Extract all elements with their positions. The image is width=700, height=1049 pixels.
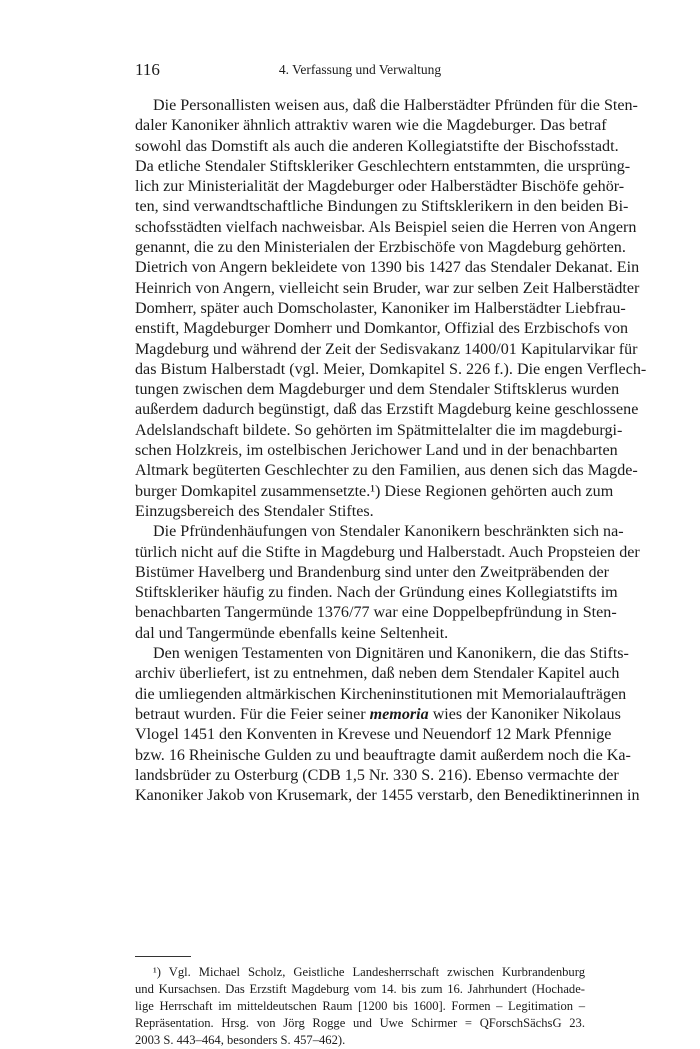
text-line: lich zur Ministerialität der Magdeburger oder Halberstädter Bischöfe gehör- [135, 178, 625, 196]
text-line: burger Domkapitel zusammensetzte.¹) Diese Regionen gehörten auch zum [135, 482, 614, 500]
footnote-line: lige Herrschaft im mitteldeutschen Raum [1200 bis 1600]. Formen – Legitimation – [135, 999, 585, 1013]
running-head: 4. Verfassung und Verwaltung [278, 62, 442, 77]
text-line: genannt, die zu den Ministerialen der Erzbischöfe von Magdeburg gehörten. [135, 239, 626, 257]
text-line-start: betraut wurden. Für die Feier seiner [135, 705, 366, 723]
footnote-line: 2003 S. 443–464, besonders S. 457–462). [135, 1033, 346, 1047]
footnote-line: und Kursachsen. Das Erzstift Magdeburg vom 14. bis zum 16. Jahrhundert (Hochade- [135, 982, 585, 996]
text-line: Die Pfründenhäufungen von Stendaler Kanonikern beschränkten sich na- [153, 523, 624, 541]
text-line: Einzugsbereich des Stendaler Stiftes. [135, 502, 374, 520]
text-line: Da etliche Stendaler Stiftskleriker Geschlechtern entstammten, die ursprüng- [135, 157, 631, 175]
text-line: schofsstädten vielfach nachweisbar. Als Beispiel seien die Herren von Angern [135, 218, 637, 236]
text-line: außerdem dadurch begünstigt, daß das Erzstift Magdeburg keine geschlossene [135, 401, 639, 419]
page-number: 116 [135, 60, 160, 79]
text-line: Adelslandschaft bildete. So gehörten im Spätmittelalter die im magdeburgi- [135, 421, 623, 439]
text-line: türlich nicht auf die Stifte in Magdeburg und Halberstadt. Auch Propsteien der [135, 543, 640, 561]
text-line: schen Holzkreis, im ostelbischen Jerichower Land und in der benachbarten [135, 442, 618, 460]
page-header [135, 60, 585, 84]
memoria-term: memoria [369, 705, 429, 723]
text-line: Stiftskleriker häufig zu finden. Nach der Gründung eines Kollegiatstifts im [135, 584, 618, 602]
text-line: ten, sind verwandtschaftliche Bindungen zu Stiftsklerikern in den beiden Bi- [135, 198, 629, 216]
text-line-with-memoria [135, 705, 621, 725]
text-line: daler Kanoniker ähnlich attraktiv waren wie die Magdeburger. Das betraf [135, 117, 607, 135]
text-line: sowohl das Domstift als auch die anderen Kollegiatstifte der Bischofsstadt. [135, 137, 619, 155]
text-line: bzw. 16 Rheinische Gulden zu und beauftragte damit außerdem noch die Ka- [135, 746, 631, 764]
text-line: Dietrich von Angern bekleidete von 1390 bis 1427 das Stendaler Dekanat. Ein [135, 259, 640, 277]
text-line: tungen zwischen dem Magdeburger und dem Stendaler Stiftsklerus wurden [135, 381, 620, 399]
text-line: Vlogel 1451 den Konventen in Krevese und Neuendorf 12 Mark Pfennige [135, 726, 612, 744]
text-line: Magdeburg und während der Zeit der Sedisvakanz 1400/01 Kapitularvikar für [135, 340, 638, 358]
footnote-divider [135, 956, 191, 957]
text-line: landsbrüder zu Osterburg (CDB 1,5 Nr. 330 S. 216). Ebenso vermachte der [135, 766, 619, 784]
text-line: dal und Tangermünde ebenfalls keine Seltenheit. [135, 624, 449, 642]
text-line: Domherr, später auch Domscholaster, Kanoniker im Halberstädter Liebfrau- [135, 299, 626, 317]
text-line: Die Personallisten weisen aus, daß die Halberstädter Pfründen für die Sten- [153, 97, 638, 114]
footnote-line: Repräsentation. Hrsg. von Jörg Rogge und Uwe Schirmer = QForschSächsG 23. [135, 1016, 585, 1030]
text-line: die umliegenden altmärkischen Kircheninstitutionen mit Memorialaufträgen [135, 685, 627, 703]
body-text [135, 96, 647, 806]
text-line: Bistümer Havelberg und Brandenburg sind unter den Zweitpräbenden der [135, 563, 610, 581]
text-line: benachbarten Tangermünde 1376/77 war eine Doppelbepfründung in Sten- [135, 604, 617, 622]
text-line: enstift, Magdeburger Domherr und Domkantor, Offizial des Erzbischofs von [135, 320, 629, 338]
text-line-end: wies der Kanoniker Nikolaus [432, 705, 621, 723]
text-line: Altmark begüterten Geschlechter zu den Familien, aus denen sich das Magde- [135, 462, 638, 480]
text-line: das Bistum Halberstadt (vgl. Meier, Domkapitel S. 226 f.). Die engen Verflech- [135, 360, 647, 378]
text-line: Kanoniker Jakob von Krusemark, der 1455 verstarb, den Benediktinerinnen in [135, 787, 640, 805]
text-line: archiv überliefert, ist zu entnehmen, daß neben dem Stendaler Kapitel auch [135, 665, 620, 683]
text-line: Den wenigen Testamenten von Dignitären und Kanonikern, die das Stifts- [153, 645, 629, 663]
footnote [135, 964, 585, 1049]
footnote-line: ¹) Vgl. Michael Scholz, Geistliche Landesherrschaft zwischen Kurbrandenburg [153, 965, 585, 979]
text-line: Heinrich von Angern, vielleicht sein Bruder, war zur selben Zeit Halberstädter [135, 279, 640, 297]
